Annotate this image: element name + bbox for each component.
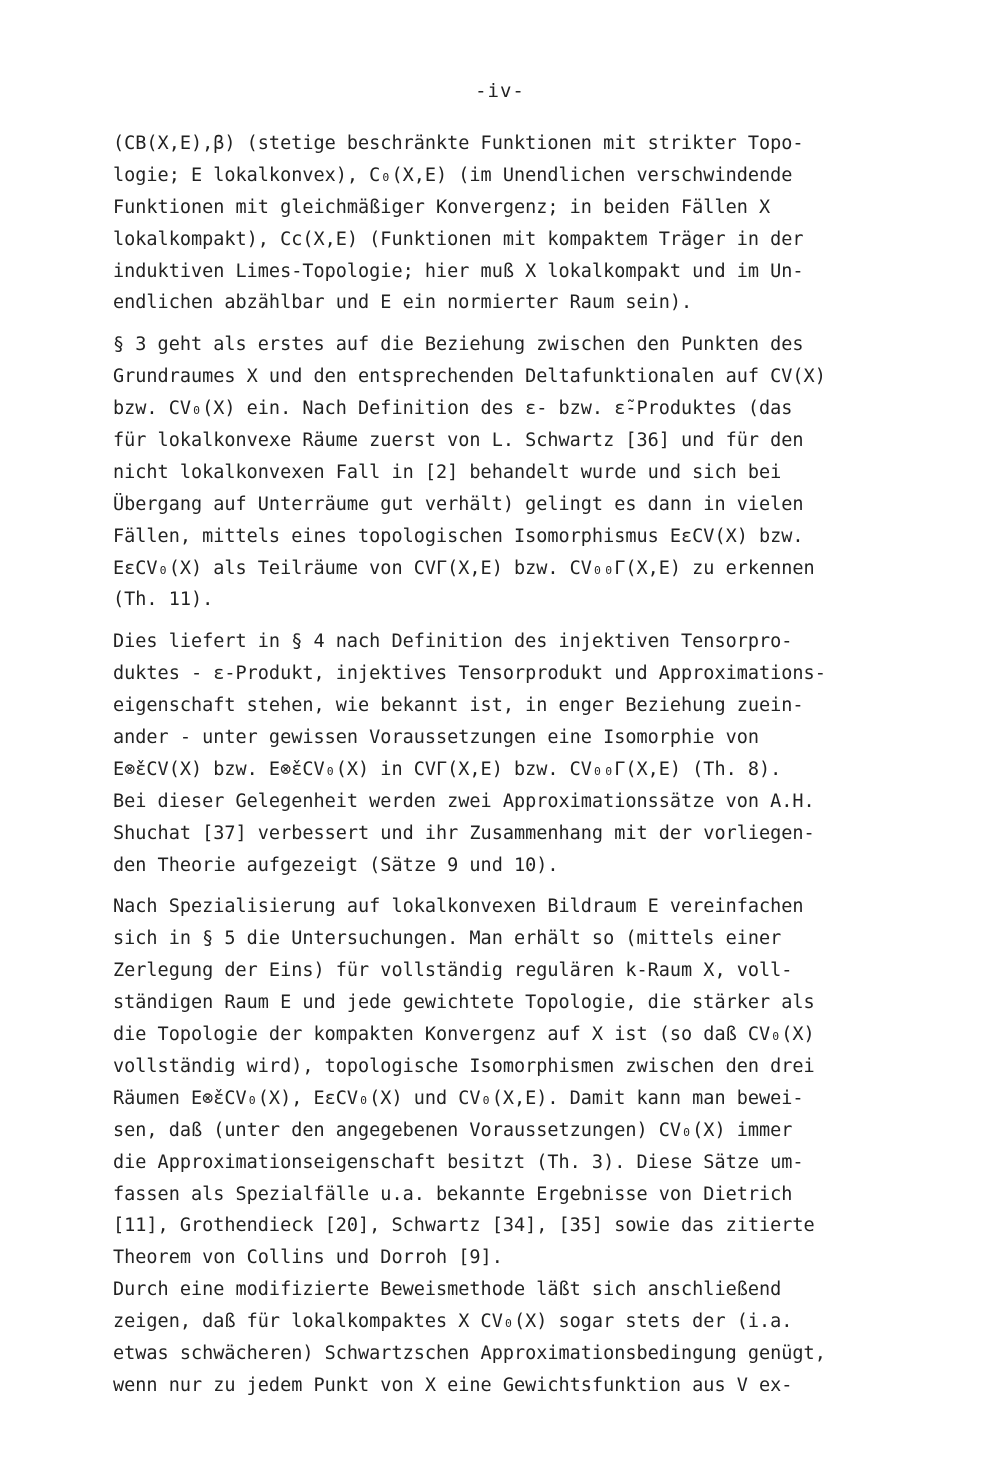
paragraph (113, 891, 933, 1401)
text-line: ander - unter gewissen Voraussetzungen eine Isomorphie von (113, 727, 760, 749)
text-line: (CB(X,E),β) (stetige beschränkte Funktionen mit strikter Topo- (113, 133, 804, 154)
page-number: -iv- (475, 80, 525, 102)
body-text (113, 128, 933, 1402)
text-line: Fällen, mittels eines topologischen Isomorphismus EεCV(X) bzw. (113, 525, 804, 547)
text-line: den Theorie aufgezeigt (Sätze 9 und 10). (113, 854, 559, 876)
paragraph (113, 128, 933, 319)
text-line: duktes - ε-Produkt, injektives Tensorprodukt und Approximations- (113, 663, 826, 685)
text-line: ständigen Raum E und jede gewichtete Topologie, die stärker als (113, 992, 815, 1014)
text-line: die Topologie der kompakten Konvergenz auf X ist (so daß CV₀(X) (113, 1024, 815, 1046)
text-line: nicht lokalkonvexen Fall in [2] behandelt wurde und sich bei (113, 461, 782, 483)
text-line: (Th. 11). (113, 589, 214, 611)
text-line: endlichen abzählbar und E ein normierter Raum sein). (113, 292, 693, 314)
text-line: Funktionen mit gleichmäßiger Konvergenz; in beiden Fällen X (113, 196, 771, 218)
text-line: für lokalkonvexe Räume zuerst von L. Schwartz [36] und für den (113, 430, 804, 452)
text-line: Dies liefert in § 4 nach Definition des injektiven Tensorpro- (113, 631, 793, 653)
paragraph-gap (113, 616, 933, 626)
text-line: E⊗̌εCV(X) bzw. E⊗̌εCV₀(X) in CVΓ(X,E) bzw. CV₀₀Γ(X,E) (Th. 8). (113, 758, 782, 780)
text-line: fassen als Spezialfälle u.a. bekannte Ergebnisse von Dietrich (113, 1183, 793, 1205)
text-line: Durch eine modifizierte Beweismethode läßt sich anschließend (113, 1279, 782, 1301)
text-line: Shuchat [37] verbessert und ihr Zusammenhang mit der vorliegen- (113, 822, 815, 844)
text-line: sen, daß (unter den angegebenen Voraussetzungen) CV₀(X) immer (113, 1119, 793, 1141)
text-line: etwas schwächeren) Schwartzschen Approximationsbedingung genügt, (113, 1342, 826, 1364)
paragraph (113, 329, 933, 616)
text-line: [11], Grothendieck [20], Schwartz [34], [35] sowie das zitierte (113, 1215, 815, 1237)
text-line: Übergang auf Unterräume gut verhält) gelingt es dann in vielen (113, 493, 804, 515)
text-line: logie; E lokalkonvex), C₀(X,E) (im Unendlichen verschwindende (113, 164, 793, 186)
text-line: sich in § 5 die Untersuchungen. Man erhält so (mittels einer (113, 928, 782, 950)
text-line: eigenschaft stehen, wie bekannt ist, in enger Beziehung zuein- (113, 695, 804, 717)
text-line: induktiven Limes-Topologie; hier muß X lokalkompakt und im Un- (113, 260, 804, 282)
text-line: Zerlegung der Eins) für vollständig regulären k-Raum X, voll- (113, 960, 793, 982)
text-line: Grundraumes X und den entsprechenden Deltafunktionalen auf CV(X) (113, 366, 826, 388)
text-line: lokalkompakt), Cc(X,E) (Funktionen mit kompaktem Träger in der (113, 228, 804, 250)
paragraph (113, 626, 933, 881)
text-line: wenn nur zu jedem Punkt von X eine Gewichtsfunktion aus V ex- (113, 1374, 793, 1396)
text-line: Bei dieser Gelegenheit werden zwei Approximationssätze von A.H. (113, 790, 815, 812)
text-line: die Approximationseigenschaft besitzt (Th. 3). Diese Sätze um- (113, 1151, 804, 1173)
text-line: vollständig wird), topologische Isomorphismen zwischen den drei (113, 1055, 815, 1077)
text-line: § 3 geht als erstes auf die Beziehung zwischen den Punkten des (113, 334, 804, 356)
paragraph-gap (113, 881, 933, 891)
text-line: Räumen E⊗̌εCV₀(X), EεCV₀(X) und CV₀(X,E). Damit kann man bewei- (113, 1087, 804, 1109)
text-line: zeigen, daß für lokalkompaktes X CV₀(X) sogar stets der (i.a. (113, 1311, 793, 1333)
text-line: Theorem von Collins und Dorroh [9]. (113, 1247, 503, 1269)
text-line: Nach Spezialisierung auf lokalkonvexen Bildraum E vereinfachen (113, 896, 804, 918)
text-line: EεCV₀(X) als Teilräume von CVΓ(X,E) bzw. CV₀₀Γ(X,E) zu erkennen (113, 557, 815, 579)
text-line: bzw. CV₀(X) ein. Nach Definition des ε- bzw. ε̃-Produktes (das (113, 398, 793, 420)
paragraph-gap (113, 319, 933, 329)
